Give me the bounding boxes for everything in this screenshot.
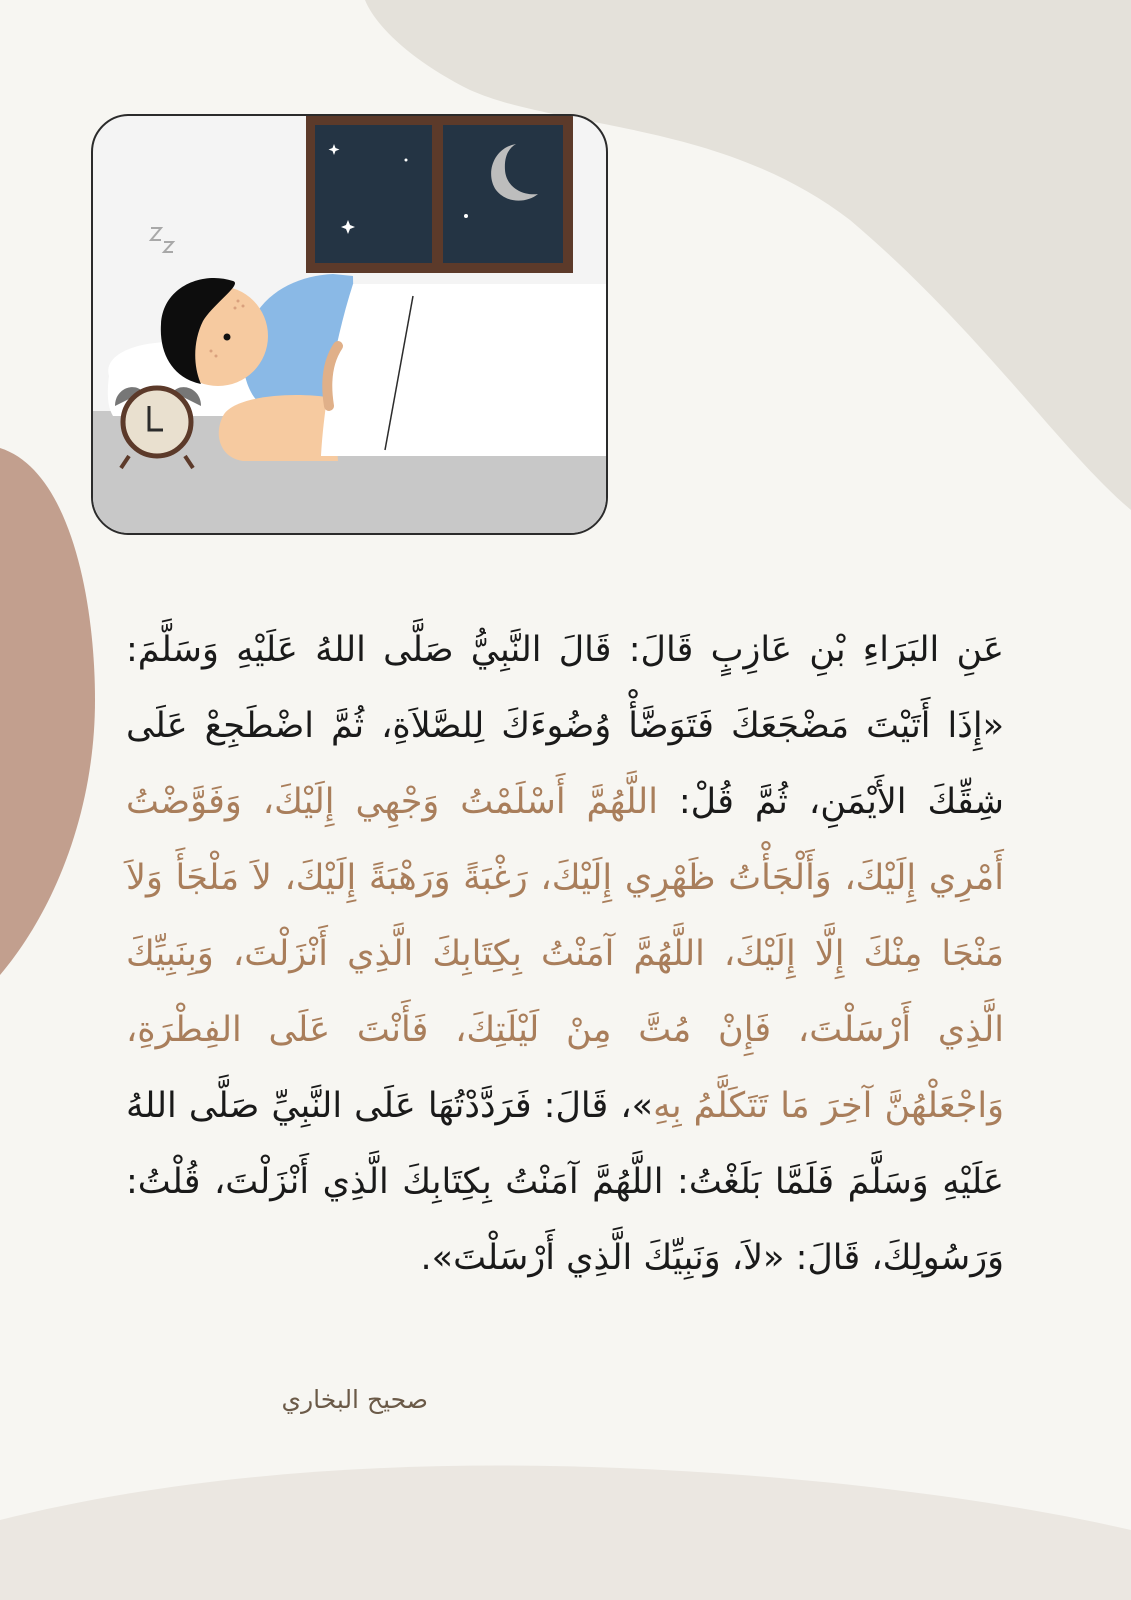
hadith-intro: عَنِ البَرَاءِ بْنِ عَازِبٍ قَالَ: قَالَ النَّبِيُّ صَلَّى اللهُ عَلَيْهِ وَسَلَّمَ: «إِذَا أَتَيْتَ مَضْجَعَكَ فَتَوَضَّأْ وُضُوءَكَ لِلصَّلاَةِ، ثُمَّ اضْطَجِعْ عَلَى شِقِّكَ الأَيْمَنِ، ثُمَّ قُلْ:	[126, 630, 1004, 822]
left-brown-shape	[0, 448, 95, 975]
blanket	[321, 284, 606, 456]
hadith-text	[126, 612, 1004, 1296]
bottom-beige-shape	[0, 1466, 1131, 1600]
dua-text: اللَّهُمَّ أَسْلَمْتُ وَجْهِي إِلَيْكَ، وَفَوَّضْتُ أَمْرِي إِلَيْكَ، وَأَلْجَأْتُ ظَهْرِي إِلَيْكَ، رَغْبَةً وَرَهْبَةً إِلَيْكَ، لاَ مَلْجَأَ وَلاَ مَنْجَا مِنْكَ إِلَّا إِلَيْكَ، اللَّهُمَّ آمَنْتُ بِكِتَابِكَ الَّذِي أَنْزَلْتَ، وَبِنَبِيِّكَ الَّذِي أَرْسَلْتَ، فَإِنْ مُتَّ مِنْ لَيْلَتِكَ، فَأَنْتَ عَلَى الفِطْرَةِ، وَاجْعَلْهُنَّ آخِرَ مَا تَتَكَلَّمُ بِهِ	[126, 782, 1004, 1126]
window-pane-left	[315, 125, 432, 263]
hadith-conclusion: »، قَالَ: فَرَدَّدْتُهَا عَلَى النَّبِيِّ صَلَّى اللهُ عَلَيْهِ وَسَلَّمَ فَلَمَّا بَلَغْتُ: اللَّهُمَّ آمَنْتُ بِكِتَابِكَ الَّذِي أَنْزَلْتَ، قُلْتُ: وَرَسُولِكَ، قَالَ: «لاَ، وَنَبِيِّكَ الَّذِي أَرْسَلْتَ».	[126, 1086, 1004, 1278]
sleep-zzz-icon	[151, 228, 173, 252]
sleeping-illustration	[91, 114, 608, 535]
boy-arm	[219, 395, 338, 461]
source-citation: صحيح البخاري	[281, 1385, 428, 1414]
